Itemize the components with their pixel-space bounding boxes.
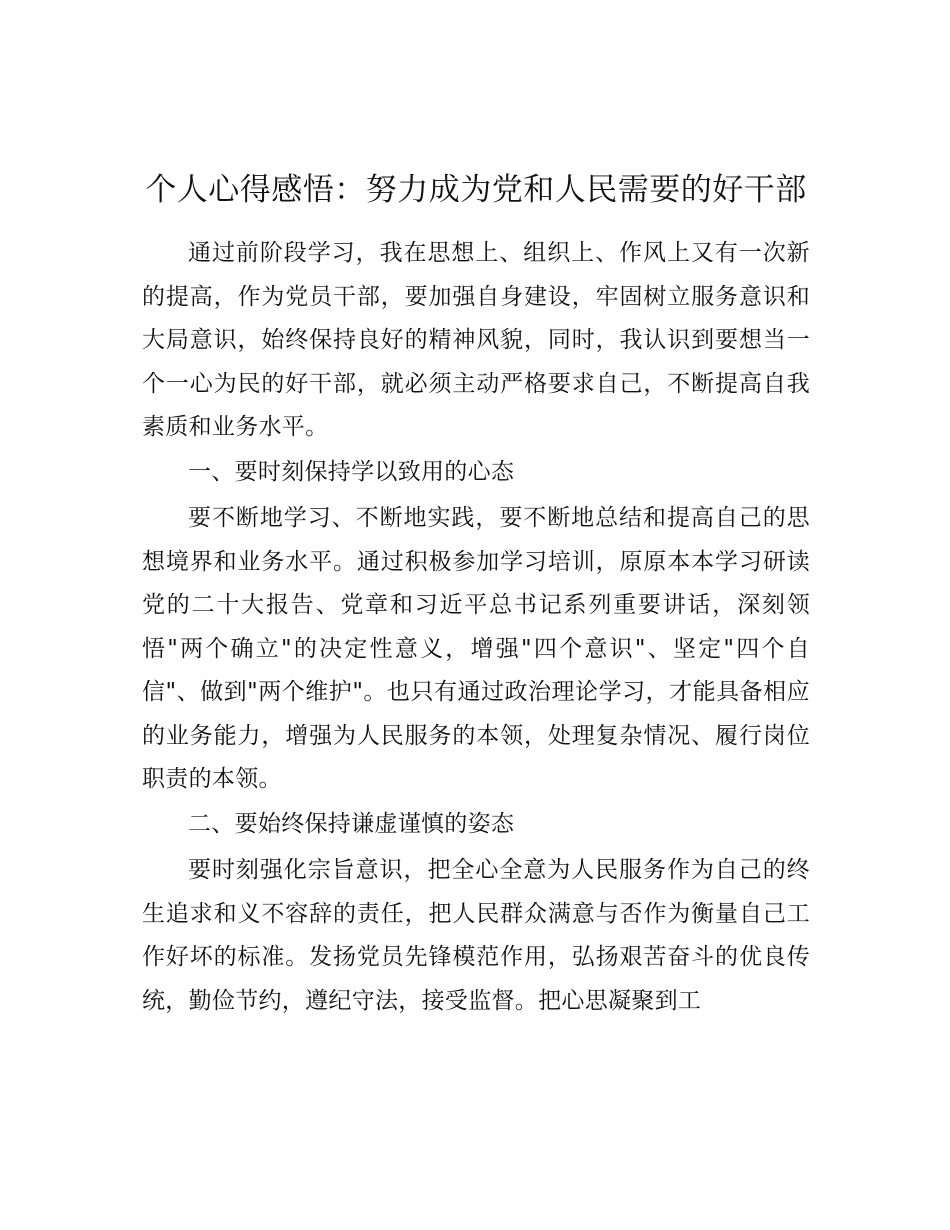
- section-heading-1: 一、要时刻保持学以致用的心态: [188, 458, 515, 485]
- paragraph-intro: 通过前阶段学习，我在思想上、组织上、作风上又有一次新的提高，作为党员干部，要加强自身建设，牢固树立服务意识和大局意识，始终保持良好的精神风貌，同时，我认识到要想当一个一心为民的好干部，就必须主动严格要求自己，不断提高自我素质和业务水平。: [142, 240, 810, 440]
- paragraph-section-2: 要时刻强化宗旨意识，把全心全意为人民服务作为自己的终生追求和义不容辞的责任，把人民群众满意与否作为衡量自己工作好坏的标准。发扬党员先锋模范作用，弘扬艰苦奋斗的优良传统，勤俭节约，遵纪守法，接受监督。把心思凝聚到工: [142, 857, 810, 1014]
- section-heading-2: 二、要始终保持谦虚谨慎的姿态: [188, 810, 515, 837]
- document-title: 个人心得感悟：努力成为党和人民需要的好干部: [145, 172, 807, 208]
- paragraph-section-1: 要不断地学习、不断地实践，要不断地总结和提高自己的思想境界和业务水平。通过积极参加学习培训，原原本本学习研读党的二十大报告、党章和习近平总书记系列重要讲话，深刻领悟"两个确立"的决定性意义，增强"四个意识"、坚定"四个自信"、做到"两个维护"。也只有通过政治理论学习，才能具备相应的业务能力，增强为人民服务的本领，处理复杂情况、履行岗位职责的本领。: [142, 505, 810, 792]
- document-body: [142, 170, 810, 1024]
